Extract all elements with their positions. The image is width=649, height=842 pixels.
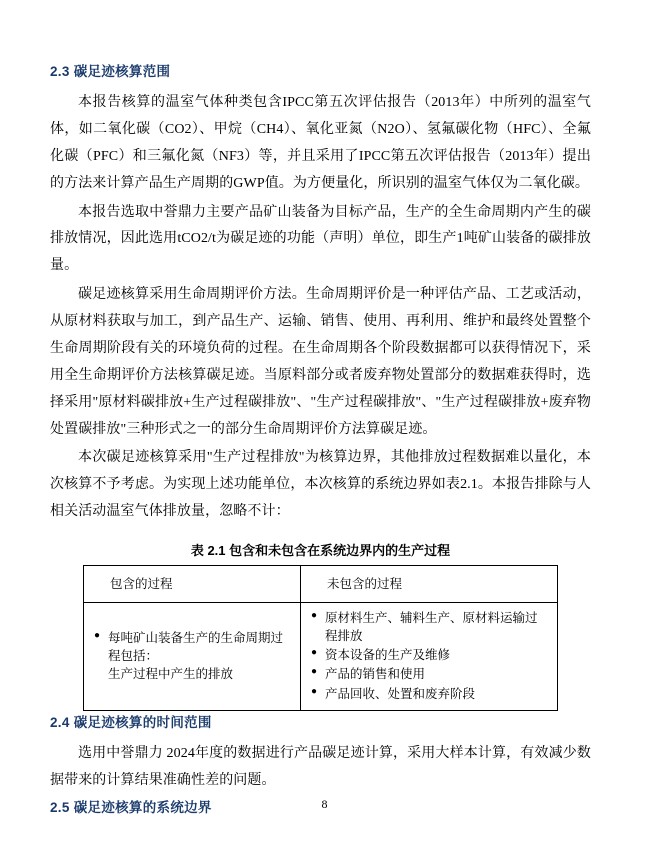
page-number: 8: [321, 797, 328, 811]
paragraph-scope-gases: 本报告核算的温室气体种类包含IPCC第五次评估报告（2013年）中所列的温室气体，如二氧化碳（CO2）、甲烷（CH4）、氧化亚氮（N2O）、氢氟碳化物（HFC）、全氟化碳（PFC）和三氟化氮（NF3）等，并且采用了IPCC第五次评估报告（2013年）提出的方法来计算产品生产周期的GWP值。为方便量化，所识别的温室气体仅为二氧化碳。: [50, 95, 591, 191]
paragraph-lca-method: 碳足迹核算采用生命周期评价方法。生命周期评价是一种评估产品、工艺或活动，从原材料获取与加工，到产品生产、运输、销售、使用、再利用、维护和最终处置整个生命周期阶段有关的环境负荷的过程。在生命周期各个阶段数据都可以获得情况下，采用全生命期评价方法核算碳足迹。当原料部分或者废弃物处置部分的数据难获得时，选择采用"原材料碳排放+生产过程碳排放"、"生产过程碳排放"、"生产过程碳排放+废弃物处置碳排放"三种形式之一的部分生命周期评价方法算碳足迹。: [50, 287, 591, 437]
excluded-item-text: 产品回收、处置和废弃阶段: [325, 686, 476, 701]
bullet-icon: ●: [311, 666, 318, 678]
list-item: [309, 609, 549, 645]
included-process-line1: 每吨矿山装备生产的生命周期过程包括：: [108, 631, 284, 664]
excluded-item-text: 资本设备的生产及维修: [325, 648, 451, 663]
list-item: [309, 665, 549, 683]
paragraph-functional-unit: 本报告选取中誉鼎力主要产品矿山装备为目标产品，生产的全生命周期内产生的碳排放情况，因此选用tCO2/t为碳足迹的功能（声明）单位，即生产1吨矿山装备的碳排放量。: [50, 204, 591, 274]
bullet-icon: ●: [311, 647, 318, 659]
table-row: [84, 603, 558, 711]
table-header-excluded: 未包含的过程: [301, 566, 558, 603]
table-header-row: [84, 566, 558, 603]
bullet-icon: ●: [311, 610, 318, 621]
section-heading-2-4: 2.4 碳足迹核算的时间范围: [50, 714, 212, 730]
excluded-process-list: [309, 609, 549, 703]
bullet-icon: ●: [94, 630, 101, 642]
document-content: [50, 60, 591, 816]
section-heading-2-3: 2.3 碳足迹核算范围: [50, 64, 171, 79]
table-cell-excluded: [301, 603, 558, 711]
table-cell-included: [84, 603, 301, 711]
system-boundary-table: [83, 565, 558, 711]
bullet-icon: ●: [311, 685, 318, 697]
table-caption: 表 2.1 包含和未包含在系统边界内的生产过程: [190, 543, 451, 558]
included-process-line2: 生产过程中产生的排放: [108, 667, 234, 682]
excluded-item-text: 产品的销售和使用: [325, 667, 426, 682]
section-heading-2-5: 2.5 碳足迹核算的系统边界: [50, 800, 212, 816]
paragraph-time-range: 选用中誉鼎力 2024年度的数据进行产品碳足迹计算，采用大样本计算，有效减少数据带来的计算结果准确性差的问题。: [50, 745, 591, 788]
paragraph-boundary-statement: 本次碳足迹核算采用"生产过程排放"为核算边界，其他排放过程数据难以量化，本次核算不予考虑。为实现上述功能单位，本次核算的系统边界如表2.1。本报告排除与人相关活动温室气体排放量，忽略不计：: [50, 450, 591, 520]
list-item: [309, 685, 549, 703]
included-process-text: [108, 629, 292, 683]
table-header-included: 包含的过程: [84, 566, 301, 603]
list-item: [309, 646, 549, 664]
excluded-item-text: 原材料生产、辅料生产、原材料运输过程排放: [325, 611, 538, 644]
